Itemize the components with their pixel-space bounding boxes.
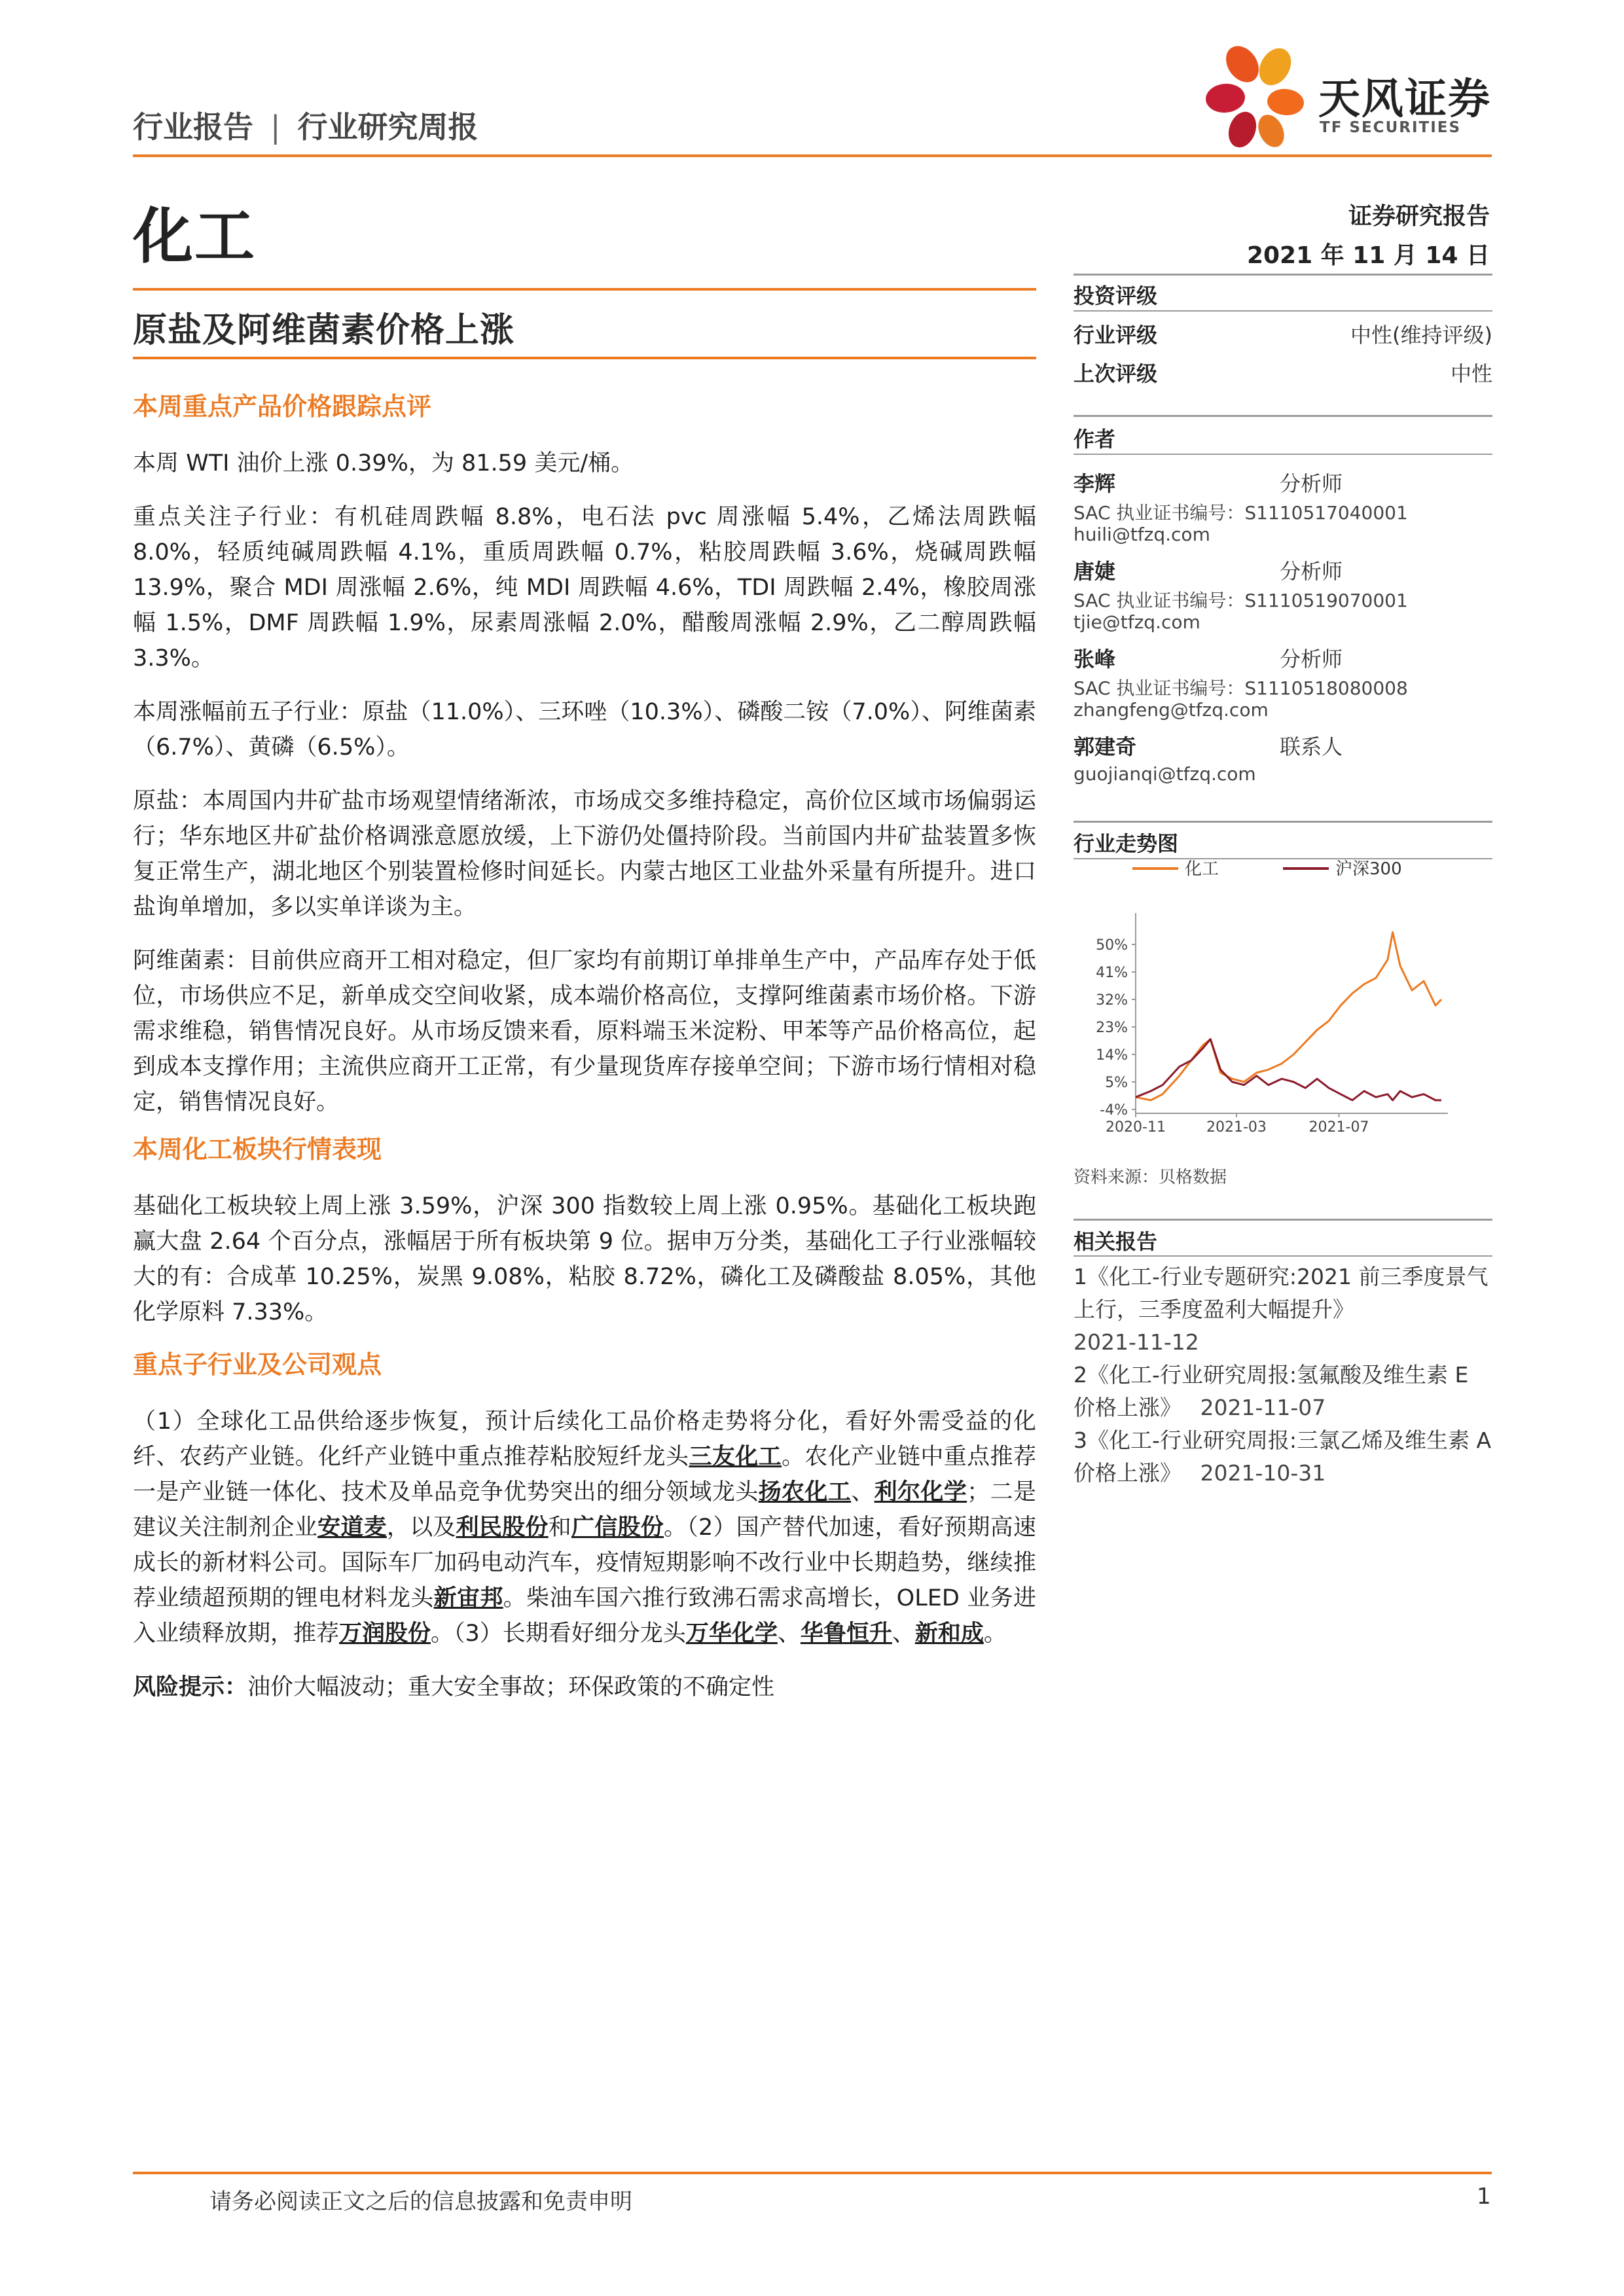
- risk-label: 风险提示：: [133, 1674, 248, 1700]
- text-span: 、: [851, 1479, 875, 1505]
- logo-text: 天风证券: [1318, 75, 1491, 124]
- subcategory-label: 行业研究周报: [297, 109, 478, 145]
- rating-value: 中性: [1450, 361, 1492, 386]
- top-five-paragraph: 本周涨幅前五子行业：原盐（11.0%）、三环唑（10.3%）、磷酸二铵（7.0%）、阿维菌素（6.7%）、黄磷（6.5%）。: [133, 699, 1036, 761]
- series-line: [1136, 932, 1441, 1100]
- header-rule: [133, 154, 1492, 157]
- company-logo: [1202, 39, 1490, 151]
- trend-chart-svg: [1074, 854, 1492, 1155]
- company-hualu: 华鲁恒升: [800, 1621, 892, 1647]
- author-sac: SAC 执业证书编号：S1110518080008: [1074, 677, 1408, 699]
- chart-source: 资料来源：贝格数据: [1074, 1168, 1227, 1187]
- authors-heading: 作者: [1074, 427, 1116, 452]
- logo-subtext: TF SECURITIES: [1320, 119, 1462, 136]
- title-rule-bottom: [133, 357, 1036, 359]
- rating-heading-rule: [1074, 310, 1492, 312]
- company-sanyou: 三友化工: [689, 1444, 782, 1470]
- rating-rule: [1074, 274, 1492, 276]
- text-span: 和: [548, 1515, 571, 1541]
- author-email[interactable]: tjie@tfzq.com: [1074, 611, 1200, 633]
- salt-paragraph: 原盐：本周国内井矿盐市场观望情绪渐浓，市场成交多维持稳定，高价位区域市场偏弱运行；华东地区井矿盐价格调涨意愿放缓，上下游仍处僵持阶段。当前国内井矿盐装置多恢复正常生产，湖北地区个别装置检修时间延长。内蒙古地区工业盐外采量有所提升。进口盐询单增加，多以实单详谈为主。: [133, 788, 1036, 920]
- y-tick-label: 23%: [1096, 1020, 1128, 1036]
- legend-label: 化工: [1185, 859, 1219, 879]
- section-heading-key-views: 重点子行业及公司观点: [133, 1350, 382, 1379]
- subindustry-paragraph: 重点关注子行业：有机硅周跌幅 8.8%，电石法 pvc 周涨幅 5.4%，乙烯法周跌幅 8.0%，轻质纯碱周跌幅 4.1%，重质周跌幅 0.7%，粘胶周跌幅 3.6%，烧碱周跌幅 13.9%，聚合 MDI 周涨幅 2.6%，纯 MDI 周跌幅 4.6%，TDI 周跌幅 2.4%，橡胶周涨幅 1.5%，DMF 周跌幅 1.9%，尿素周涨幅 2.0%，醋酸周涨幅 2.9%，乙二醇周跌幅 3.3%。: [133, 504, 1036, 672]
- company-guangxin: 广信股份: [571, 1515, 664, 1541]
- x-tick-label: 2020-11: [1106, 1119, 1166, 1136]
- related-item-title[interactable]: 2《化工-行业研究周报:氢氟酸及维生素 E 价格上涨》: [1074, 1362, 1469, 1420]
- report-category: [133, 103, 478, 147]
- y-tick-label: 32%: [1096, 992, 1128, 1009]
- related-heading: 相关报告: [1074, 1229, 1158, 1254]
- related-list: [1074, 1261, 1492, 1490]
- sector-title: 化工: [133, 202, 257, 272]
- author-role: 分析师: [1280, 559, 1343, 584]
- series-line: [1136, 1039, 1441, 1100]
- section-heading-price-tracking: 本周重点产品价格跟踪点评: [133, 392, 432, 421]
- avermectin-paragraph: 阿维菌素：目前供应商开工相对稳定，但厂家均有前期订单排单生产中，产品库存处于低位，市场供应不足，新单成交空间收紧，成本端价格高位，支撑阿维菌素市场价格。下游需求维稳，销售情况良好。从市场反馈来看，原料端玉米淀粉、甲苯等产品价格高位，起到成本支撑作用；主流供应商开工正常，有少量现货库存接单空间；下游市场行情相对稳定，销售情况良好。: [133, 948, 1036, 1115]
- company-yangnong: 扬农化工: [758, 1479, 852, 1505]
- text-span: 、: [892, 1621, 915, 1647]
- legend-label: 沪深300: [1335, 859, 1402, 879]
- rating-heading: 投资评级: [1074, 283, 1158, 308]
- risk-text: 油价大幅波动；重大安全事故；环保政策的不确定性: [247, 1674, 775, 1700]
- x-tick-label: 2021-07: [1308, 1119, 1369, 1136]
- trend-rule: [1074, 821, 1492, 823]
- author-name: 郭建奇: [1074, 734, 1137, 759]
- text-span: 。: [983, 1621, 1007, 1647]
- x-tick-label: 2021-03: [1206, 1119, 1267, 1136]
- author-name: 张峰: [1074, 647, 1116, 672]
- rating-key: 上次评级: [1074, 361, 1158, 386]
- category-separator: |: [270, 109, 281, 145]
- text-span: （1）全球化工品供给逐步恢复，预计后续化工品价格走势将分化，看好外需受益的化纤、农药产业链。化纤产业链中重点推荐粘胶短纤龙头: [133, 1408, 1036, 1470]
- text-span: 。（3）长期看好细分龙头: [431, 1621, 686, 1647]
- logo-flower-icon: [1202, 39, 1313, 151]
- related-item-date: 2021-11-12: [1074, 1329, 1199, 1355]
- text-span: 。农化产业链中重点推荐一是产业链一体化、技术及单品竞争优势突出的细分领域龙头: [133, 1444, 1036, 1505]
- text-span: 。（2）国产替代加速，看好预期高速成长的新材料公司。国际车厂加码电动汽车，疫情短期影响不改行业中长期趋势，继续推荐业绩超预期的锂电材料龙头: [133, 1515, 1036, 1611]
- y-tick-label: 41%: [1096, 965, 1128, 981]
- authors-rule: [1074, 415, 1492, 417]
- key-views-paragraph: [133, 1404, 1036, 1651]
- category-label: 行业报告: [133, 109, 253, 145]
- related-item-date: 2021-10-31: [1200, 1460, 1326, 1486]
- footer-disclaimer: 请务必阅读正文之后的信息披露和免责申明: [209, 2189, 632, 2215]
- oil-price-paragraph: 本周 WTI 油价上涨 0.39%，为 81.59 美元/桶。: [133, 450, 634, 476]
- y-tick-label: 50%: [1096, 937, 1128, 954]
- market-performance-paragraph: 基础化工板块较上周上涨 3.59%，沪深 300 指数较上周上涨 0.95%。基础化工板块跑赢大盘 2.64 个百分点，涨幅居于所有板块第 9 位。据申万分类，基础化工子行业涨幅较大的有：合成革 10.25%，炭黑 9.08%，粘胶 8.72%，磷化工及磷酸盐 8.05%，其他化学原料 7.33%。: [133, 1193, 1036, 1325]
- text-span: ，以及: [386, 1515, 456, 1541]
- y-tick-label: 14%: [1096, 1047, 1128, 1064]
- author-name: 唐婕: [1074, 559, 1116, 584]
- text-span: 。柴油车国六推行致沸石需求高增长，OLED 业务进入业绩释放期，推荐: [133, 1585, 1036, 1647]
- related-item[interactable]: [1074, 1359, 1492, 1424]
- author-sac: SAC 执业证书编号：S1110517040001: [1074, 502, 1408, 524]
- section-heading-market-performance: 本周化工板块行情表现: [133, 1135, 382, 1164]
- company-nhu: 新和成: [914, 1621, 984, 1647]
- rating-key: 行业评级: [1074, 323, 1158, 348]
- title-rule-top: [133, 288, 1036, 291]
- related-item[interactable]: [1074, 1424, 1492, 1490]
- author-role: 联系人: [1280, 734, 1343, 759]
- author-role: 分析师: [1280, 647, 1343, 672]
- main-body: [133, 386, 1036, 1723]
- company-limin: 利民股份: [456, 1515, 549, 1541]
- author-name: 李辉: [1074, 471, 1116, 496]
- trend-heading: 行业走势图: [1074, 831, 1179, 856]
- author-sac: SAC 执业证书编号：S1110519070001: [1074, 590, 1408, 611]
- company-capchem: 新宙邦: [433, 1585, 503, 1611]
- report-date: 2021 年 11 月 14 日: [1246, 242, 1490, 269]
- risk-paragraph: [133, 1670, 1036, 1705]
- rating-value: 中性(维持评级): [1350, 323, 1492, 348]
- company-valiant: 万润股份: [339, 1621, 431, 1647]
- text-span: 、: [777, 1621, 801, 1647]
- trend-chart: [1074, 854, 1492, 1155]
- y-tick-label: -4%: [1100, 1102, 1128, 1119]
- related-rule: [1074, 1219, 1492, 1221]
- author-role: 分析师: [1280, 471, 1343, 496]
- related-item-title[interactable]: 1《化工-行业专题研究:2021 前三季度景气上行，三季度盈利大幅提升》: [1074, 1264, 1489, 1322]
- related-heading-rule: [1074, 1255, 1492, 1257]
- author-email[interactable]: guojianqi@tfzq.com: [1074, 763, 1256, 785]
- page-number: 1: [1477, 2183, 1491, 2210]
- related-item[interactable]: [1074, 1261, 1492, 1359]
- related-item-date: 2021-11-07: [1200, 1395, 1326, 1420]
- related-item-title[interactable]: 3《化工-行业研究周报:三氯乙烯及维生素 A 价格上涨》: [1074, 1427, 1492, 1486]
- authors-heading-rule: [1074, 454, 1492, 455]
- report-type: 证券研究报告: [1348, 203, 1490, 230]
- document-title: 原盐及阿维菌素价格上涨: [133, 311, 515, 350]
- author-email[interactable]: zhangfeng@tfzq.com: [1074, 699, 1269, 721]
- footer-rule: [133, 2172, 1492, 2174]
- text-span: ；二是建议关注制剂企业: [133, 1479, 1036, 1541]
- y-tick-label: 5%: [1105, 1075, 1128, 1091]
- company-lier: 利尔化学: [874, 1479, 967, 1505]
- company-wanhua: 万华化学: [685, 1621, 778, 1647]
- author-email[interactable]: huili@tfzq.com: [1074, 524, 1210, 545]
- company-adama: 安道麦: [317, 1515, 387, 1541]
